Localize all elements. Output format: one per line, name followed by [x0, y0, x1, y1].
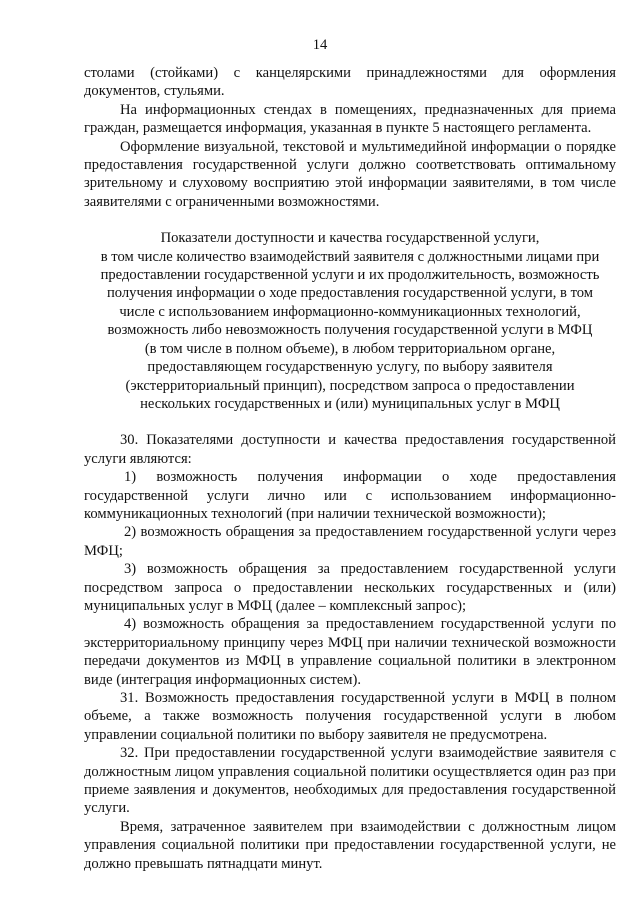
- paragraph-info-stands: На информационных стендах в помещениях, предназначенных для приема граждан, размещается информация, указанная в пункте 5 настоящего регламента.: [84, 101, 616, 137]
- heading-line: предоставляющем государственную услугу, по выбору заявителя: [147, 359, 553, 376]
- spacer: [84, 413, 616, 431]
- heading-line: предоставлении государственной услуги и их продолжительность, возможность: [100, 267, 600, 284]
- list-item-2: 2) возможность обращения за предоставлением государственной услуги через МФЦ;: [84, 524, 616, 559]
- heading-line: числе с использованием информационно-коммуникационных технологий,: [119, 303, 581, 320]
- paragraph-32: 32. При предоставлении государственной услуги взаимодействие заявителя с должностным лицом управления социальной политики осуществляется один раз при приеме заявления и документов, необходимых для предоставления государственной услуги.: [84, 745, 616, 817]
- paragraph-31: 31. Возможность предоставления государственной услуги в МФЦ в полном объеме, а также возможность получения государственной услуги в любом управлении социальной политики по выбору заявителя не предусмотрена.: [84, 690, 616, 743]
- heading-line: в том числе количество взаимодействий заявителя с должностными лицами при: [100, 248, 600, 265]
- heading-line: (экстерриториальный принцип), посредством запроса о предоставлении: [125, 377, 575, 394]
- heading-line: нескольких государственных и (или) муниципальных услуг в МФЦ: [140, 395, 560, 412]
- list-item-3: 3) возможность обращения за предоставлением государственной услуги посредством запроса о предоставлении нескольких государственных и (или) муниципальных услуг в МФЦ (далее – комплексный запрос);: [84, 561, 616, 614]
- list-item-4: 4) возможность обращения за предоставлением государственной услуги по экстерриториальному принципу через МФЦ при наличии технической возможности передачи документов из МФЦ в управление социальной политики в электронном виде (интеграция информационных систем).: [84, 616, 616, 688]
- document-body: [84, 64, 616, 873]
- page-number: 14: [312, 37, 328, 53]
- list-item-1: 1) возможность получения информации о ходе предоставления государственной услуги лично или с использованием информационно-коммуникационных технологий (при наличии технической возможности);: [84, 469, 616, 522]
- paragraph-time-limit: Время, затраченное заявителем при взаимодействии с должностным лицом управления социальной политики при предоставлении государственной услуги, не должно превышать пятнадцати минут.: [84, 818, 616, 872]
- heading-line: (в том числе в полном объеме), в любом территориальном органе,: [144, 340, 556, 357]
- paragraph-visual-info: Оформление визуальной, текстовой и мультимедийной информации о порядке предоставления государственной услуги должно соответствовать оптимальному зрительному и слуховому восприятию этой информации заявителями, в том числе заявителями с ограниченными возможностями.: [84, 138, 616, 210]
- paragraph-30: 30. Показателями доступности и качества предоставления государственной услуги являются:: [84, 432, 616, 467]
- section-heading: [84, 229, 616, 413]
- heading-line: возможность либо невозможность получения государственной услуги в МФЦ: [107, 322, 593, 339]
- paragraph-continuation: столами (стойками) с канцелярскими принадлежностями для оформления документов, стульями.: [84, 65, 616, 100]
- spacer: [84, 211, 616, 229]
- heading-line: Показатели доступности и качества государственной услуги,: [160, 230, 540, 247]
- heading-line: получения информации о ходе предоставления государственной услуги, в том: [106, 285, 594, 302]
